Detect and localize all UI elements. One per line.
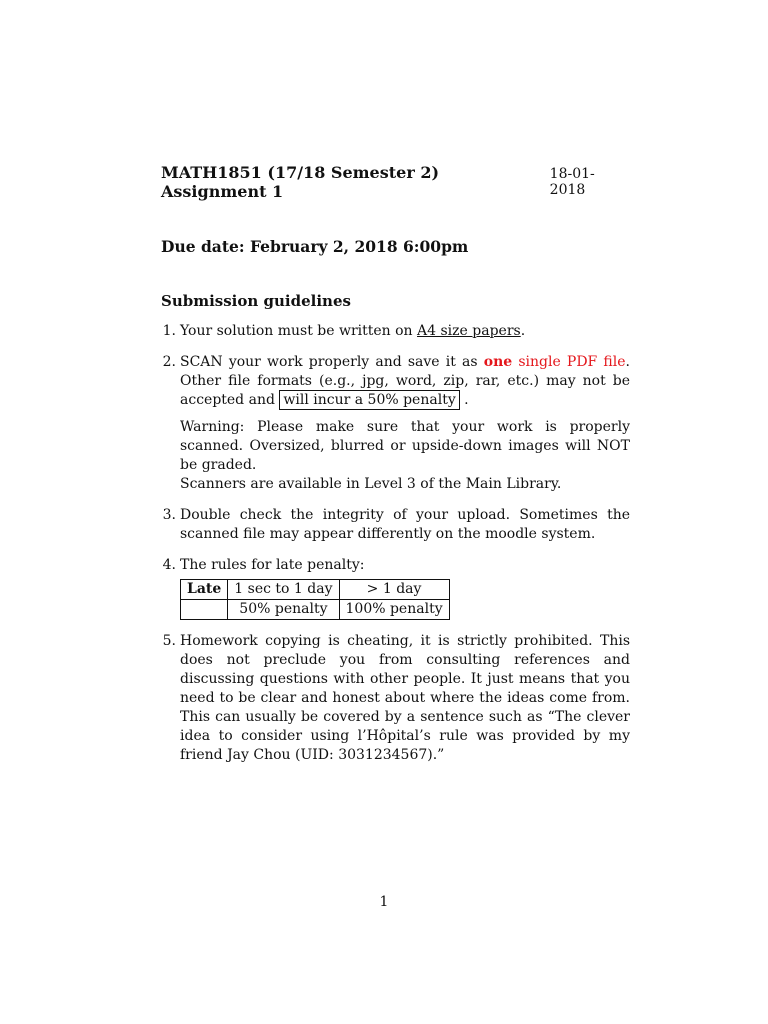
highlight-one: one — [483, 354, 513, 370]
scanners-text: Scanners are available in Level 3 of the Main Library. — [180, 476, 562, 492]
section-title: Submission guidelines — [161, 292, 351, 310]
table-cell: 1 sec to 1 day — [228, 580, 339, 600]
item-number: 1. — [162, 323, 176, 339]
assignment-date: 18-01-2018 — [549, 166, 595, 198]
table-row — [181, 600, 450, 620]
table-cell — [181, 600, 228, 620]
page-number: 1 — [379, 894, 389, 910]
guidelines-list — [155, 322, 630, 777]
item-body — [180, 506, 630, 544]
item-text: The rules for late penalty: — [180, 557, 365, 573]
item-number: 4. — [162, 557, 176, 573]
warning-text: Warning: Please make sure that your work is properly scanned. Oversized, blurred or upside-down images will NOT be graded. — [180, 419, 630, 473]
item-text: . — [459, 392, 469, 408]
table-header-row — [181, 580, 450, 600]
item-number: 3. — [162, 507, 176, 523]
item-text: . — [520, 323, 526, 339]
item-body — [180, 322, 630, 341]
list-item — [155, 353, 630, 494]
item-text: Double check the integrity of your upload. Sometimes the scanned file may appear differently on the moodle system. — [180, 507, 630, 542]
list-item — [155, 556, 630, 620]
table-cell: 100% penalty — [339, 600, 449, 620]
document-header — [161, 163, 627, 201]
list-item — [155, 632, 630, 765]
penalty-box: will incur a 50% penalty — [279, 390, 459, 410]
item-body — [180, 632, 630, 765]
item-text: . Other file formats (e.g., jpg, word, zip, rar, etc.) may not be accepted and — [180, 354, 630, 408]
item-number: 2. — [162, 354, 176, 370]
due-date: Due date: February 2, 2018 6:00pm — [161, 237, 469, 256]
item-body — [180, 353, 630, 494]
highlight-pdf: single PDF file — [512, 354, 626, 370]
table-cell: > 1 day — [339, 580, 449, 600]
table-cell: 50% penalty — [228, 600, 339, 620]
late-penalty-table — [180, 579, 450, 620]
table-cell: Late — [181, 580, 228, 600]
list-item — [155, 506, 630, 544]
item-number: 5. — [162, 633, 176, 649]
item-text: Your solution must be written on — [180, 323, 418, 339]
underlined-text: A4 size papers — [417, 323, 521, 339]
assignment-title: MATH1851 (17/18 Semester 2) Assignment 1 — [161, 163, 440, 201]
item-text: SCAN your work properly and save it as — [180, 354, 484, 370]
list-item — [155, 322, 630, 341]
item-body — [180, 556, 630, 620]
item-text: Homework copying is cheating, it is strictly prohibited. This does not preclude you from consulting references and discussing questions with other people. It just means that you need to be clear and honest about where the ideas come from. This can usually be covered by a sentence such as “The clever idea to consider using l’Hôpital’s rule was provided by my friend Jay Chou (UID: 3031234567).” — [180, 633, 630, 763]
